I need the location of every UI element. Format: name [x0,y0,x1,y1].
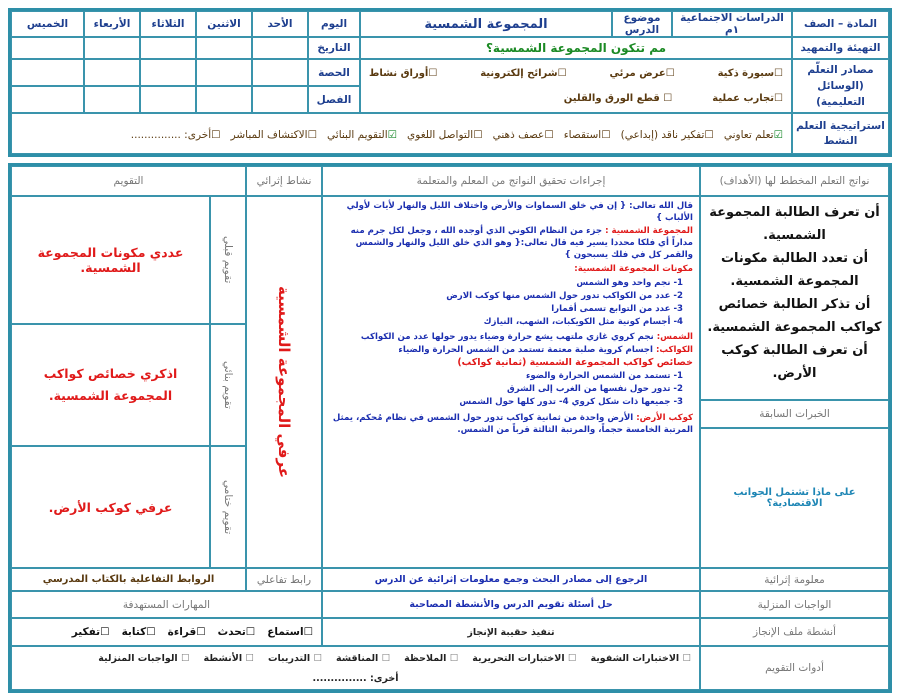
goal-1: أن تعرف الطالبة المجموعة الشمسية. [709,205,880,243]
tool-oral[interactable]: ☐ الاختبارات الشفوية [590,653,691,664]
tools-other[interactable]: أخرى: ............... [312,672,399,684]
tools-label: أدوات التقويم [700,646,889,690]
enrich-info-value: الرجوع إلى مصادر البحث وجمع معلومات إثرائية عن الدرس [322,568,700,591]
resource-smartboard[interactable]: ☐ سبورة ذكية [718,68,783,79]
earth-definition: كوكب الأرض: الأرض واحدة من ثمانية كواكب تدور حول الشمس في نظام مُحكم، يمثل المرتبة الخامسة حجماً، والمرتبة الثالثة قرباً من الشمس. [332,412,693,435]
goals-box [700,196,889,400]
strategy-formative[interactable]: ☑ التقويم البنائي [327,129,397,141]
day-tuesday: الثلاثاء [140,11,196,37]
skill-thinking[interactable]: ☐ تفكير [72,626,110,638]
homework-value: حل أسئلة تقويم الدرس والأنشطة المصاحبة [322,591,700,618]
strategy-brainstorm[interactable]: ☐ عصف ذهني [493,129,554,141]
assessment-pre: عددي مكونات المجموعة الشمسية. [11,196,210,324]
resources-box [360,59,792,113]
subject-value: الدراسات الاجتماعية ١م [672,11,792,37]
grid-cell[interactable] [140,59,196,86]
enrich-info-label: معلومة إثرائية [700,568,889,591]
assessment-summative: عرفي كوكب الأرض. [11,446,210,568]
components-title: مكونات المجموعة الشمسية: [574,264,693,275]
class-label: الفصل [308,86,360,113]
tools-box [11,646,700,690]
assessment-label-summative: تقويم ختامي [210,446,246,568]
assessment-label-pre: تقويم قبلي [210,196,246,324]
grid-cell[interactable] [11,37,84,59]
goal-2: أن تعدد الطالبة مكونات المجموعة الشمسية. [720,251,869,289]
strategy-communication[interactable]: ☐ التواصل اللغوي [407,129,483,141]
strategies-box [11,113,792,154]
grid-cell[interactable] [11,86,84,113]
skill-listening[interactable]: ☐ استماع [267,626,313,638]
assessment-formative: اذكري خصائص كواكب المجموعة الشمسية. [11,324,210,446]
tool-exercises[interactable]: ☐ التدريبات [268,653,322,664]
resource-worksheets[interactable]: ☐ أوراق نشاط [369,68,437,79]
verse-intro: قال الله تعالى: { إن في خلق السماوات والأرض واختلاف الليل والنهار لأيات لأولي الألباب } [346,201,693,224]
grid-cell[interactable] [11,59,84,86]
day-monday: الاثنين [196,11,252,37]
strategies-row [12,114,791,154]
strategy-cooperative[interactable]: ☑ تعلم تعاوني [724,129,783,141]
prop-1: 1- تستمد من الشمس الحرارة والضوء [525,371,683,382]
tool-observation[interactable]: ☐ الملاحظة [404,653,458,664]
enrichment-text: عرفي المجموعة الشمسية [275,285,293,479]
prop-3: 3- جميعها ذات شكل كروي 4- تدور كلها حول الشمس [459,397,683,408]
skill-writing[interactable]: ☐ كتابة [122,626,156,638]
resource-experiments[interactable]: ☐ تجارب عملية [712,93,783,104]
prior-question: على ماذا تشتمل الجوانب الاقتصادية؟ [700,428,889,568]
grid-cell[interactable] [84,86,140,113]
skills-box [11,618,322,646]
grid-cell[interactable] [84,59,140,86]
props-title: خصائص كواكب المجموعة الشمسية (ثمانية كواكب) [457,357,693,369]
enrichment-header: نشاط إثرائي [246,166,322,196]
grid-cell[interactable] [140,86,196,113]
tool-activities[interactable]: ☐ الأنشطة [204,653,254,664]
grid-cell[interactable] [140,37,196,59]
link-label: رابط تفاعلي [246,568,322,591]
period-label: الحصة [308,59,360,86]
grid-cell[interactable] [196,59,252,86]
resource-paper-cutouts[interactable]: ☐ قطع الورق والقلين [564,93,672,104]
goal-4: أن تعرف الطالبة كوكب الأرض. [721,343,868,381]
topic-value: المجموعة الشمسية [360,11,612,37]
strategy-discovery[interactable]: ☐ الاكتشاف المباشر [231,129,317,141]
intro-value: مم تتكون المجموعة الشمسية؟ [360,37,792,59]
prop-2: 2- تدور حول نفسها من الغرب إلى الشرق [507,384,683,395]
link-value[interactable]: الروابط التفاعلية بالكتاب المدرسي [11,568,246,591]
day-sunday: الأحد [252,11,308,37]
subject-label: المادة – الصف [792,11,889,37]
homework-label: الواجبات المنزلية [700,591,889,618]
grid-cell[interactable] [196,37,252,59]
skill-speaking[interactable]: ☐ تحدث [218,626,256,638]
tool-discussion[interactable]: ☐ المناقشة [336,653,390,664]
strategy-other[interactable]: ☐ أخرى: ............... [131,129,221,141]
topic-label: موضوع الدرس [612,11,672,37]
grid-cell[interactable] [252,86,308,113]
component-1: 1- نجم واحد وهو الشمس [576,277,683,288]
component-3: 3- عدد من التوابع تسمى أقمارا [551,303,683,314]
grid-cell[interactable] [84,37,140,59]
portfolio-label: أنشطة ملف الإنجاز [700,618,889,646]
grid-cell[interactable] [252,37,308,59]
grid-cell[interactable] [252,59,308,86]
grid-cell[interactable] [196,86,252,113]
day-thursday: الخميس [11,11,84,37]
strategy-critical-thinking[interactable]: ☐ تفكير ناقد (إبداعي) [621,129,714,141]
planets-definition: الكواكب: اجسام كروية صلبة معتمة تستمد من الشمس الحرارة والضياء [398,345,693,356]
outcomes-header: نواتج التعلم المخطط لها (الأهداف) [700,166,889,196]
tools-row [12,647,699,669]
resources-row-1 [361,60,791,86]
day-label: اليوم [308,11,360,37]
portfolio-value: تنفيذ حقيبة الإنجاز [322,618,700,646]
intro-label: التهيئة والتمهيد [792,37,889,59]
sun-definition: الشمس: نجم كروي غازي ملتهب يشع حرارة وضياء يدور حولها عدد من الكواكب [360,331,693,342]
resource-slides[interactable]: ☐ شرائح إلكترونية [480,68,566,79]
component-4: 4- أجسام كونية مثل الكويكبات، الشهب، النيازك [483,316,683,327]
skill-reading[interactable]: ☐ قراءة [168,626,206,638]
tool-written[interactable]: ☐ الاختبارات التحريرية [472,653,576,664]
component-2: 2- عدد من الكواكب تدور حول الشمس منها كوكب الارض [446,290,683,301]
procedures-header: إجراءات تحقيق النواتج من المعلم والمتعلمة [322,166,700,196]
skills-label: المهارات المستهدفة [11,591,322,618]
resource-video[interactable]: ☐ عرض مرئي [609,68,674,79]
strategy-inquiry[interactable]: ☐ استقصاء [564,129,611,141]
tool-homework[interactable]: ☐ الواجبات المنزلية [98,653,189,664]
goal-3: أن تذكر الطالبة خصائص كواكب المجموعة الشمسية. [707,297,882,335]
resources-row-2 [361,86,791,110]
definition: المجموعة الشمسية : جزء من النظام الكوني الذي أوجده الله ، وجعل لكل جرم منه مداراً أي فلكا محددا يسير فيه قال تعالى:{ وهو الذي خلق الليل والنهار والشمس والقمر كل في فلك يسبحون } [350,226,693,261]
skills-row [12,619,321,645]
resources-label: مصادر التعلّم (الوسائل التعليمية) [792,59,889,113]
day-wednesday: الأربعاء [84,11,140,37]
assessment-label-formative: تقويم بنائي [210,324,246,446]
procedures-box [322,196,700,568]
enrichment-box [246,196,322,568]
evaluation-header: التقويم [11,166,246,196]
date-label: التاريخ [308,37,360,59]
prior-label: الخبرات السابقة [700,400,889,428]
strategies-label: استراتيجية التعلم النشط [792,113,889,154]
